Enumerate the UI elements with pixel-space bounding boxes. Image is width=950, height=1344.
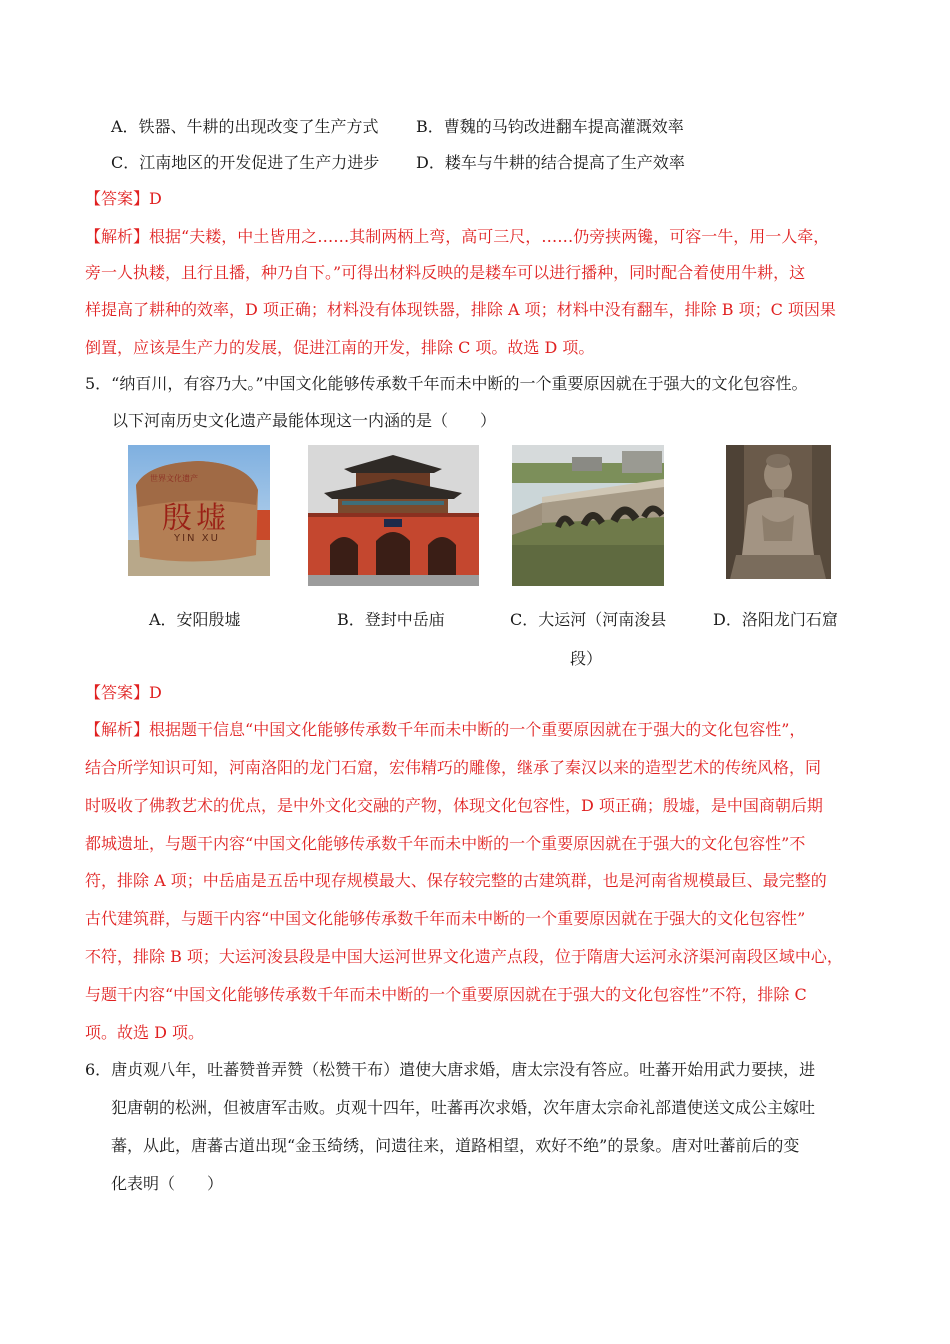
q5-analysis-line-9: 项。故选 D 项。	[85, 1023, 205, 1042]
stone-sub-text: YIN XU	[174, 533, 220, 544]
analysis-text: 根据“夫耧，中土皆用之……其制两柄上弯，高可三尺，……仍旁挟两镵，可容一牛，用一人牵，	[149, 227, 830, 246]
q5-analysis-line-7: 不符，排除 B 项；大运河浚县段是中国大运河世界文化遗产点段，位于隋唐大运河永济渠河南段区域中心，	[85, 947, 843, 966]
answer-tag: 【答案】	[85, 189, 150, 208]
q5-analysis-line-2: 结合所学知识可知，河南洛阳的龙门石窟，宏伟精巧的雕像，继承了秦汉以来的造型艺术的传统风格，同	[85, 758, 822, 777]
q4-option-a: A．铁器、牛耕的出现改变了生产方式	[111, 117, 379, 136]
q4-option-b: B．曹魏的马钧改进翻车提高灌溉效率	[416, 117, 684, 136]
q6-stem-line-2: 犯唐朝的松洲，但被唐军击败。贞观十四年，吐蕃再次求婚，次年唐太宗命礼部遣使送文成公主嫁吐	[111, 1098, 816, 1117]
stone-main-text: 殷墟	[162, 501, 230, 536]
q5-caption-b: B．登封中岳庙	[337, 610, 445, 629]
q5-analysis-line-3: 时吸收了佛教艺术的优点，是中外文化交融的产物，体现文化包容性，D 项正确；殷墟，是中国商朝后期	[85, 796, 823, 815]
q4-option-c: C．江南地区的开发促进了生产力进步	[111, 153, 380, 172]
q4-analysis-line-2: 旁一人执耧，且行且播，种乃自下。”可得出材料反映的是耧车可以进行播种，同时配合着使用牛耕，这	[85, 263, 806, 282]
q5-analysis-line-4: 都城遗址，与题干内容“中国文化能够传承数千年而未中断的一个重要原因就在于强大的文化包容性”不	[85, 834, 806, 853]
q5-analysis-line-8: 与题干内容“中国文化能够传承数千年而未中断的一个重要原因就在于强大的文化包容性”不符，排除 C	[85, 985, 807, 1004]
q6-stem-line-3: 蕃，从此，唐蕃古道出现“金玉绮绣，问遗往来，道路相望，欢好不绝”的景象。唐对吐蕃前后的变	[111, 1136, 800, 1155]
q5-caption-a: A．安阳殷墟	[149, 610, 241, 629]
q4-answer	[85, 188, 162, 210]
answer-tag: 【答案】	[85, 683, 150, 702]
q4-analysis-line-1	[85, 226, 829, 248]
analysis-tag: 【解析】	[85, 720, 150, 739]
analysis-tag: 【解析】	[85, 227, 150, 246]
grand-canal-photo	[512, 445, 664, 586]
q5-analysis-line-6: 古代建筑群，与题干内容“中国文化能够传承数千年而未中断的一个重要原因就在于强大的文化包容性”	[85, 909, 806, 928]
yinxu-photo	[128, 445, 270, 576]
q5-caption-d: D．洛阳龙门石窟	[713, 610, 838, 629]
q5-caption-c-cont: 段）	[570, 649, 603, 668]
longmen-grottoes-photo	[726, 445, 831, 579]
answer-value: D	[149, 189, 162, 208]
q5-answer	[85, 682, 162, 704]
q5-analysis-line-1	[85, 719, 805, 741]
q5-analysis-line-5: 符，排除 A 项；中岳庙是五岳中现存规模最大、保存较完整的古建筑群，也是河南省规模最巨、最完整的	[85, 871, 827, 890]
q5-stem-line-2: 以下河南历史文化遗产最能体现这一内涵的是（ ）	[112, 411, 497, 430]
q5-stem-line-1: 5．“纳百川，有容乃大。”中国文化能够传承数千年而未中断的一个重要原因就在于强大的文化包容性。	[85, 374, 808, 393]
q4-option-d: D．耧车与牛耕的结合提高了生产效率	[416, 153, 685, 172]
q6-stem-line-1: 6．唐贞观八年，吐蕃赞普弄赞（松赞干布）遣使大唐求婚，唐太宗没有答应。吐蕃开始用武力要挟，进	[85, 1060, 816, 1079]
q5-caption-c: C．大运河（河南浚县	[510, 610, 667, 629]
stone-top-text: 世界文化遗产	[150, 474, 198, 483]
answer-value: D	[149, 683, 162, 702]
q6-stem-line-4: 化表明（ ）	[111, 1174, 224, 1193]
q4-analysis-line-3: 样提高了耕种的效率，D 项正确；材料没有体现铁器，排除 A 项；材料中没有翻车，排除 B 项；C 项因果	[85, 300, 836, 319]
q4-analysis-line-4: 倒置，应该是生产力的发展，促进江南的开发，排除 C 项。故选 D 项。	[85, 338, 595, 357]
zhongyue-temple-photo	[308, 445, 479, 586]
analysis-text: 根据题干信息“中国文化能够传承数千年而未中断的一个重要原因就在于强大的文化包容性”，	[149, 720, 806, 739]
